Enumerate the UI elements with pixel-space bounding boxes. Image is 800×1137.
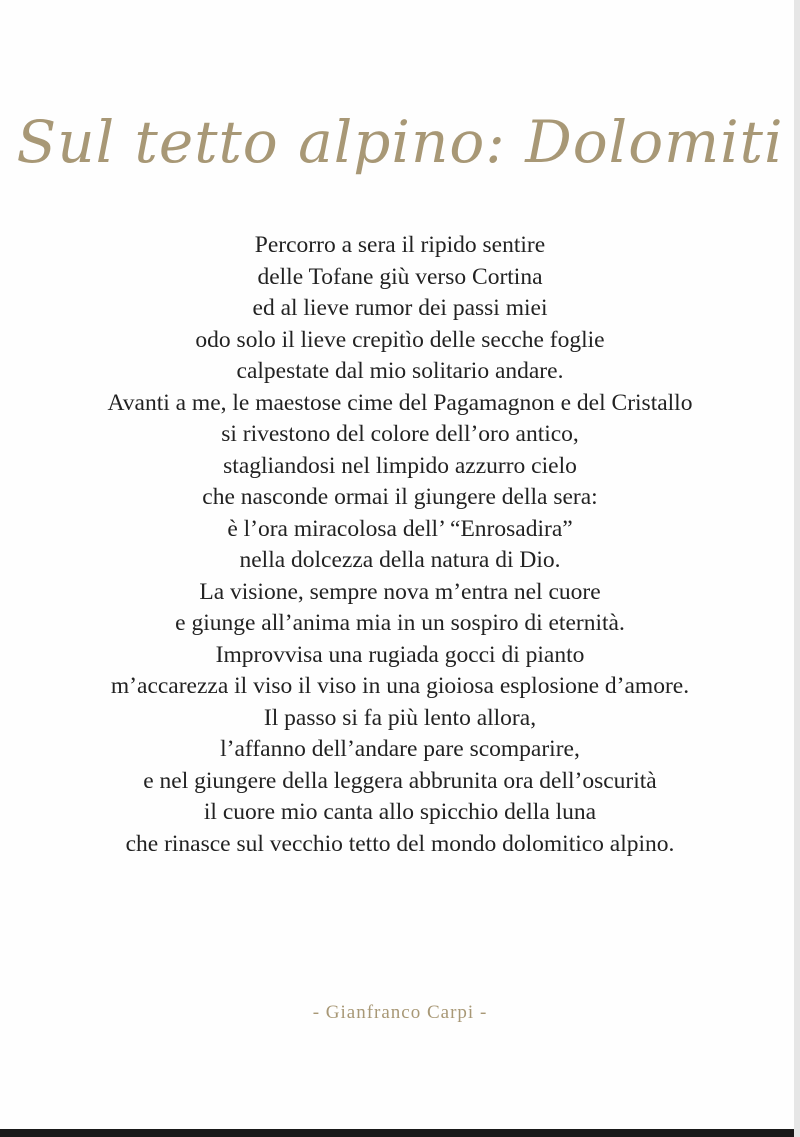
- poem-line: m’accarezza il viso il viso in una gioiosa esplosione d’amore.: [110, 673, 690, 699]
- poem-line: Improvvisa una rugiada gocci di pianto: [215, 641, 585, 668]
- poem-line: e nel giungere della leggera abbrunita ora dell’oscurità: [143, 767, 657, 794]
- page-bottom-border: [0, 1129, 794, 1137]
- author-signature: - Gianfranco Carpi -: [312, 1002, 488, 1023]
- poem-line: e giunge all’anima mia in un sospiro di eternità.: [175, 610, 625, 636]
- poem-line: il cuore mio canta allo spicchio della luna: [203, 799, 597, 825]
- poem-body: [0, 230, 800, 860]
- poem-line: si rivestono del colore dell’oro antico,: [221, 421, 579, 447]
- poem-line: calpestate dal mio solitario andare.: [236, 358, 564, 384]
- poem-line: Il passo si fa più lento allora,: [263, 704, 537, 731]
- poem-line: l’affanno dell’andare pare scomparire,: [220, 736, 580, 762]
- poem-line: che nasconde ormai il giungere della sera:: [202, 484, 598, 510]
- poem-line: La visione, sempre nova m’entra nel cuore: [199, 578, 601, 605]
- poem-line: ed al lieve rumor dei passi miei: [252, 295, 548, 321]
- poem-line: delle Tofane giù verso Cortina: [257, 263, 543, 290]
- poem-line: stagliandosi nel limpido azzurro cielo: [223, 452, 577, 479]
- poem-line: Percorro a sera il ripido sentire: [254, 232, 546, 258]
- poem-line: è l’ora miracolosa dell’ “Enrosadira”: [227, 515, 573, 542]
- poem-title: Sul tetto alpino: Dolomiti: [16, 108, 784, 176]
- poem-line: che rinasce sul vecchio tetto del mondo dolomitico alpino.: [125, 830, 675, 857]
- poem-line: odo solo il lieve crepitìo delle secche foglie: [195, 326, 605, 353]
- poem-line: nella dolcezza della natura di Dio.: [239, 547, 561, 573]
- poem-line: Avanti a me, le maestose cime del Pagamagnon e del Cristallo: [107, 389, 693, 416]
